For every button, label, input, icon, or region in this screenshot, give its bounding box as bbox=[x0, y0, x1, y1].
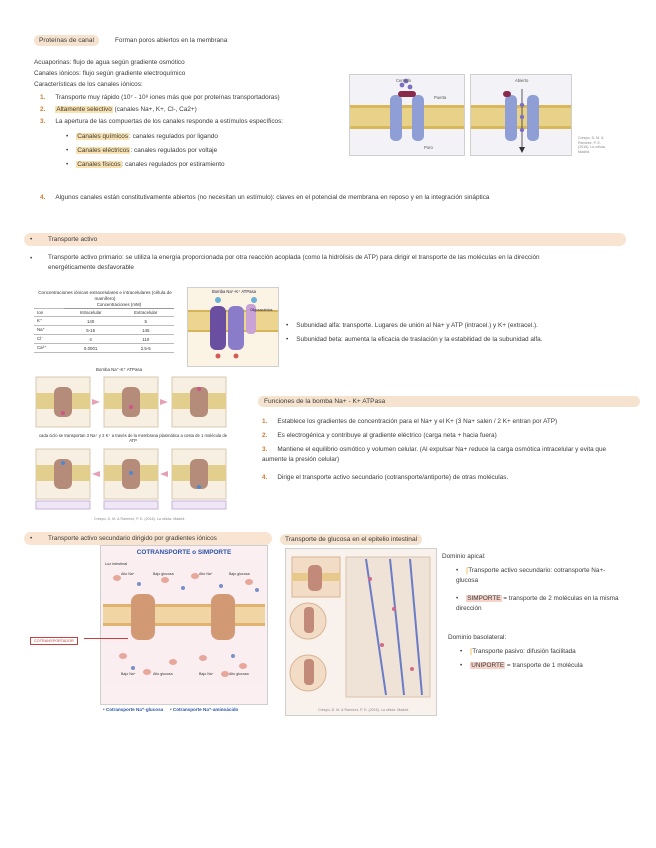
table-row bbox=[34, 335, 174, 344]
table-row bbox=[34, 344, 174, 353]
subunit-bullet: • Subunidad beta: aumenta la eficacia de traslación y la estabilidad de la subunidad alfa. bbox=[286, 336, 543, 343]
epithelium-figure-caption: Crespo, D. M. & Ramírez, P. E. (2016). La célula. Madrid. bbox=[318, 708, 410, 712]
pump-structure-figure bbox=[187, 287, 279, 367]
na-high-label: Alto Na⁺ bbox=[121, 572, 135, 576]
cycle-row-top bbox=[34, 375, 230, 431]
cycle-row-bottom bbox=[34, 447, 230, 517]
open-label: Abierto bbox=[515, 78, 529, 83]
na-low-label: Bajo Na⁺ bbox=[199, 672, 214, 676]
table-header-cell: Ion bbox=[34, 309, 64, 317]
table-header-cell bbox=[34, 301, 64, 309]
text-line: Acuaporinas: flujo de agua según gradiente osmótico bbox=[34, 59, 185, 66]
cycle-source: Crespo, D. M. & Ramírez, P. E. (2016). La célula. Madrid. bbox=[94, 517, 186, 521]
basolateral-domain-title: Dominio basolateral: bbox=[448, 634, 507, 641]
open-channel-illustration bbox=[471, 75, 571, 155]
bullet-dot: • bbox=[30, 255, 33, 262]
table-header-cell: Intracelular bbox=[64, 309, 118, 317]
table-cell: Na⁺ bbox=[34, 326, 64, 335]
band-bullet: • bbox=[30, 236, 33, 243]
closed-channel-illustration bbox=[350, 75, 464, 155]
basal-item: • UNIPORTE = transporte de 1 molécula bbox=[460, 662, 583, 669]
sub-bullet: • Canales eléctricos: canales regulados por voltaje bbox=[66, 147, 218, 154]
table-cell: 145 bbox=[117, 326, 174, 335]
functions-title: Funciones de la bomba Na+ - K+ ATPasa bbox=[264, 398, 386, 405]
function-item: 1. Establece los gradientes de concentración para el Na+ y el K+ (3 Na+ salen / 2 K+ entran por ATP) bbox=[262, 418, 558, 425]
subunit-bullet: • Subunidad alfa: transporte. Lugares de unión al Na+ y ATP (intracel.) y K+ (extracel.). bbox=[286, 322, 538, 329]
table-cell: Cl⁻ bbox=[34, 335, 64, 344]
sub-bullet: • Canales químicos: canales regulados por ligando bbox=[66, 133, 218, 140]
sub-bullet: • Canales físicos: canales regulados por estiramiento bbox=[66, 161, 225, 168]
closed-channel-figure bbox=[349, 74, 465, 156]
table-cell: 2.5-5 bbox=[117, 344, 174, 353]
function-item: 4. Dirige el transporte activo secundario (cotransporte/antiporte) de otras moléculas. bbox=[262, 474, 509, 481]
na-low-label: Bajo Na⁺ bbox=[121, 672, 136, 676]
function-item: 2. Es electrogénica y contribuye al gradiente eléctrico (carga neta + hacia fuera) bbox=[262, 432, 497, 439]
numbered-item: 4. Algunos canales están constitutivamente abiertos (no necesitan un estímulo): claves en el potencial de membrana en reposo y en la integración sináptica bbox=[40, 194, 490, 201]
table-header-cell: Extracelular bbox=[117, 309, 174, 317]
cotransport-illustration bbox=[103, 560, 265, 684]
pore-label: Poro bbox=[424, 145, 433, 150]
section-title-secondary-transport: Transporte activo secundario dirigido por gradientes iónicos bbox=[48, 535, 217, 542]
table-row bbox=[34, 317, 174, 326]
glucose-high-label: Alto glucosa bbox=[229, 672, 249, 676]
glucose-low-label: Bajo glucosa bbox=[153, 572, 174, 576]
lumen-label: Luz intestinal bbox=[105, 562, 128, 566]
cotransport-figure bbox=[100, 545, 268, 705]
table-cell: 4 bbox=[64, 335, 118, 344]
table-cell: K⁺ bbox=[34, 317, 64, 326]
apical-item: • SIMPORTE = transporte de 2 moléculas en la misma dirección bbox=[456, 595, 619, 612]
glucose-low-label: Bajo glucosa bbox=[229, 572, 250, 576]
apical-item: • Transporte activo secundario: cotransporte Na+-glucosa bbox=[456, 567, 606, 584]
functions-chip bbox=[258, 396, 640, 407]
glucose-high-label: Alto glucosa bbox=[153, 672, 173, 676]
cycle-title: Bomba Na⁺-K⁺ ATPasa bbox=[96, 367, 143, 372]
numbered-item: 2. Altamente selectivo (canales Na+, K+, Cl-, Ca2+) bbox=[40, 106, 197, 113]
glucose-transport-title: Transporte de glucosa en el epitelio intestinal bbox=[285, 536, 418, 543]
table-cell: 140 bbox=[64, 317, 118, 326]
band-bullet: • bbox=[30, 535, 33, 542]
apical-domain-title: Dominio apical: bbox=[442, 553, 486, 560]
gate-label: Puerta bbox=[434, 95, 447, 100]
table-cell: 5 bbox=[117, 317, 174, 326]
figure-caption: Crespo, D. M. & Ramírez, P. E. (2016). La célula. Madrid. bbox=[578, 136, 606, 154]
function-item: 3. Mantiene el equilibrio osmótico y volumen celular. (Al expulsar Na+ reduce la carga osmótica intracelular y evita que aumente la presión celular) bbox=[262, 446, 607, 463]
pump-structure-illustration bbox=[188, 288, 278, 366]
section-title-channel-proteins: Proteínas de canal bbox=[34, 35, 99, 46]
table-cell: 110 bbox=[117, 335, 174, 344]
text-line: Características de los canales iónicos: bbox=[34, 81, 143, 88]
closed-label: Cerrado bbox=[396, 78, 412, 83]
cotransport-caption: • Cotransporte Na⁺-glucosa bbox=[103, 707, 164, 712]
intestinal-epithelium-illustration bbox=[286, 549, 436, 715]
numbered-item: 3. La apertura de las compuertas de los canales responde a estímulos específicos: bbox=[40, 118, 284, 125]
open-channel-figure bbox=[470, 74, 572, 156]
table-cell: 5-15 bbox=[64, 326, 118, 335]
cotransport-title: COTRANSPORTE o SIMPORTE bbox=[136, 549, 232, 556]
cotransport-caption: • Cotransporte Na⁺-aminoácido bbox=[170, 707, 239, 712]
section-band-active-transport bbox=[24, 233, 626, 246]
oligosaccharide-label: Oligosacáridos bbox=[250, 308, 273, 312]
pump-cycle-figure bbox=[34, 367, 230, 527]
section-subtitle: Forman poros abiertos en la membrana bbox=[115, 37, 228, 44]
numbered-item: 1. Transporte muy rápido (10⁷ - 10⁸ iones más que por proteínas transportadoras) bbox=[40, 94, 280, 101]
cotransporter-label: COTRANSPORTADOR bbox=[30, 637, 78, 645]
concentration-table bbox=[34, 301, 174, 353]
concentration-table-block bbox=[34, 290, 176, 353]
table-row bbox=[34, 326, 174, 335]
table-title: Concentraciones iónicas extracelulares e intracelulares (célula de mamífero) bbox=[38, 290, 172, 301]
basal-item: • Transporte pasivo: difusión facilitada bbox=[460, 648, 576, 655]
table-cell: Ca²⁺ bbox=[34, 344, 64, 353]
cycle-caption: cada ciclo se transportan 3 Na⁺ y 2 K⁺ a través de la membrana plasmática a costa de 1 molécula de ATP bbox=[38, 433, 228, 443]
na-high-label: Alto Na⁺ bbox=[199, 572, 213, 576]
intestinal-epithelium-figure bbox=[285, 548, 437, 716]
table-cell: 0.0001 bbox=[64, 344, 118, 353]
table-subheader: Concentraciones (mM) bbox=[64, 301, 174, 309]
section-title-active-transport: Transporte activo bbox=[48, 236, 98, 243]
text-line: Canales iónicos: flujo según gradiente electroquímico bbox=[34, 70, 186, 77]
pump-figure-title: Bomba Na⁺-K⁺ ATPasa bbox=[212, 289, 256, 294]
glucose-transport-chip bbox=[280, 534, 422, 545]
cotransporter-pointer bbox=[84, 638, 128, 639]
intro-paragraph: Transporte activo primario: se utiliza la energía proporcionada por otra reacción acoplada (como la hidrólisis de ATP) para dirigir el transporte de las moléculas en la dirección energéticamente desfavorable bbox=[48, 254, 540, 271]
